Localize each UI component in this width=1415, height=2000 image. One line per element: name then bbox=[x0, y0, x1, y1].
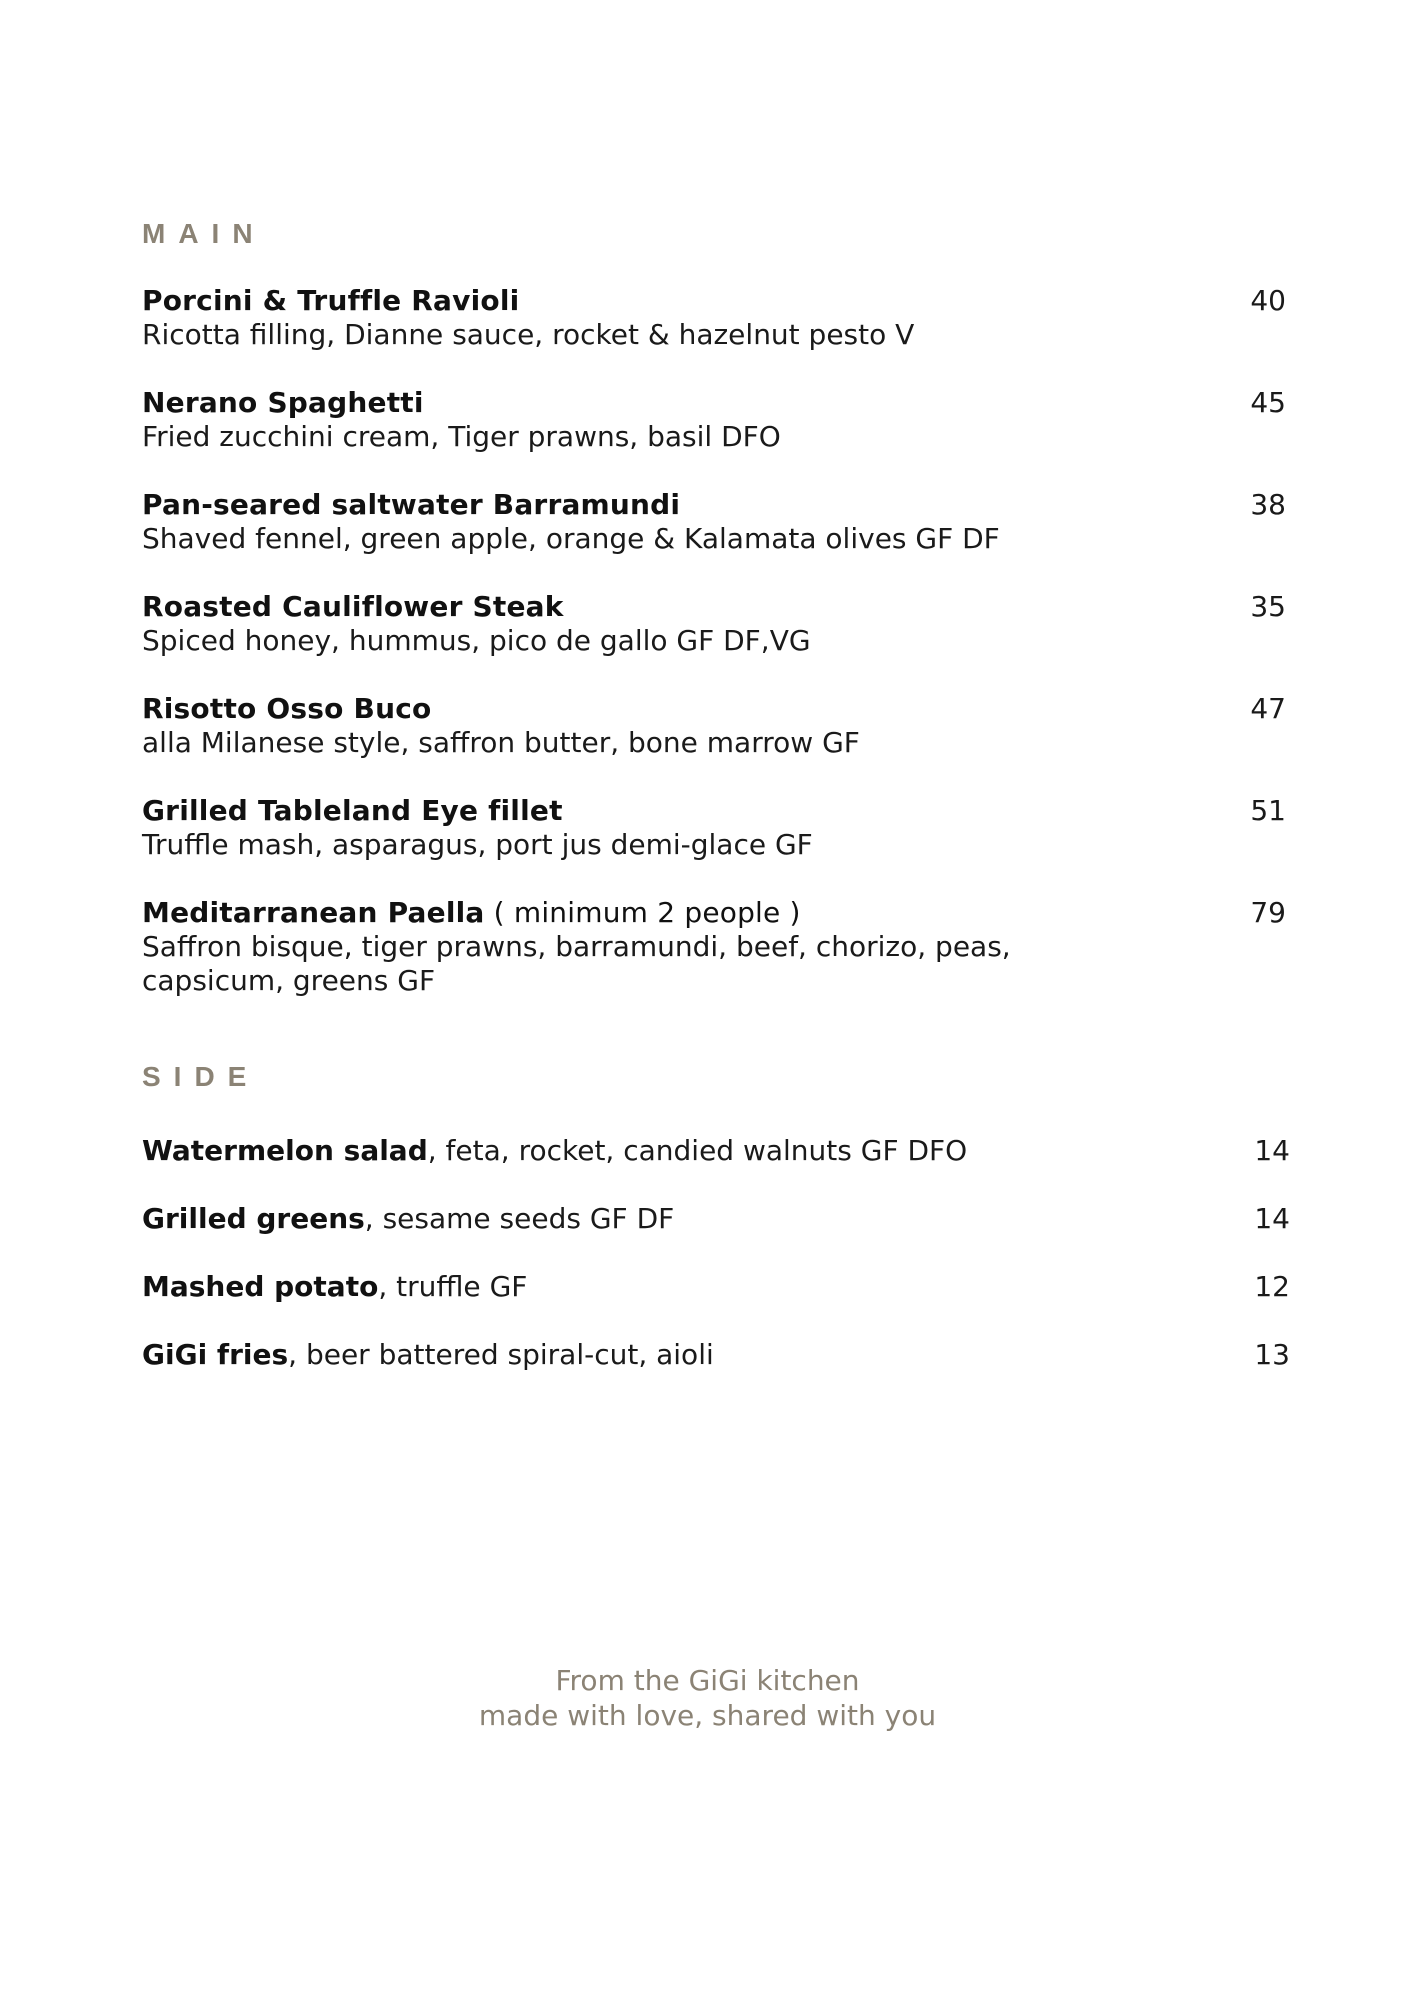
item-description: Truffle mash, asparagus, port jus demi-glace GF bbox=[142, 828, 813, 861]
item-name bbox=[142, 691, 1290, 726]
side-item-price: 13 bbox=[1254, 1338, 1290, 1371]
item-name-text: Risotto Osso Buco bbox=[142, 692, 432, 725]
menu-item bbox=[142, 589, 1290, 658]
side-section-heading: SIDE bbox=[142, 1061, 260, 1092]
item-name bbox=[142, 589, 1290, 624]
menu-item bbox=[142, 691, 1290, 760]
item-name bbox=[142, 793, 1290, 828]
item-description: Fried zucchini cream, Tiger prawns, basil DFO bbox=[142, 420, 781, 453]
item-price: 35 bbox=[1250, 590, 1286, 623]
menu-item bbox=[142, 895, 1290, 998]
side-item-name: Mashed potato bbox=[142, 1270, 379, 1303]
item-name-text: Pan-seared saltwater Barramundi bbox=[142, 488, 681, 521]
item-name-text: Porcini & Truffle Ravioli bbox=[142, 284, 520, 317]
side-item bbox=[142, 1133, 1290, 1168]
item-price: 51 bbox=[1250, 794, 1286, 827]
item-description: alla Milanese style, saffron butter, bone marrow GF bbox=[142, 726, 860, 759]
side-item-description: , feta, rocket, candied walnuts GF DFO bbox=[427, 1134, 968, 1167]
item-name-text: Meditarranean Paella bbox=[142, 896, 485, 929]
side-item-name: GiGi fries bbox=[142, 1338, 289, 1371]
item-name bbox=[142, 385, 1290, 420]
side-item-description: , beer battered spiral-cut, aioli bbox=[288, 1338, 714, 1371]
item-description: Saffron bisque, tiger prawns, barramundi, beef, chorizo, peas, capsicum, greens GF bbox=[142, 930, 1011, 997]
item-description: Ricotta filling, Dianne sauce, rocket & hazelnut pesto V bbox=[142, 318, 915, 351]
item-name bbox=[142, 283, 1290, 318]
footer-line-1: From the GiGi kitchen bbox=[555, 1664, 860, 1697]
side-item-price: 14 bbox=[1254, 1202, 1290, 1235]
side-item-name: Watermelon salad bbox=[142, 1134, 428, 1167]
item-price: 38 bbox=[1250, 488, 1286, 521]
item-price: 47 bbox=[1250, 692, 1286, 725]
item-description: Shaved fennel, green apple, orange & Kalamata olives GF DF bbox=[142, 522, 1000, 555]
menu-item bbox=[142, 385, 1290, 454]
side-item-description: , sesame seeds GF DF bbox=[364, 1202, 675, 1235]
item-price: 45 bbox=[1250, 386, 1286, 419]
side-item-price: 14 bbox=[1254, 1134, 1290, 1167]
side-item bbox=[142, 1269, 1290, 1304]
item-note: ( minimum 2 people ) bbox=[484, 896, 801, 929]
item-price: 40 bbox=[1250, 284, 1286, 317]
side-item bbox=[142, 1201, 1290, 1236]
side-item bbox=[142, 1337, 1290, 1372]
menu-item bbox=[142, 283, 1290, 352]
item-description: Spiced honey, hummus, pico de gallo GF DF,VG bbox=[142, 624, 811, 657]
side-item-description: , truffle GF bbox=[378, 1270, 528, 1303]
side-item-price: 12 bbox=[1254, 1270, 1290, 1303]
side-item-name: Grilled greens bbox=[142, 1202, 365, 1235]
item-name bbox=[142, 895, 1290, 930]
main-section-heading: MAIN bbox=[142, 218, 266, 249]
item-price: 79 bbox=[1250, 896, 1286, 929]
item-name bbox=[142, 487, 1290, 522]
item-name-text: Grilled Tableland Eye fillet bbox=[142, 794, 563, 827]
item-name-text: Roasted Cauliflower Steak bbox=[142, 590, 564, 623]
menu-item bbox=[142, 793, 1290, 862]
menu-item bbox=[142, 487, 1290, 556]
footer-tagline bbox=[0, 1663, 1415, 1733]
item-name-text: Nerano Spaghetti bbox=[142, 386, 424, 419]
footer-line-2: made with love, shared with you bbox=[478, 1699, 937, 1732]
